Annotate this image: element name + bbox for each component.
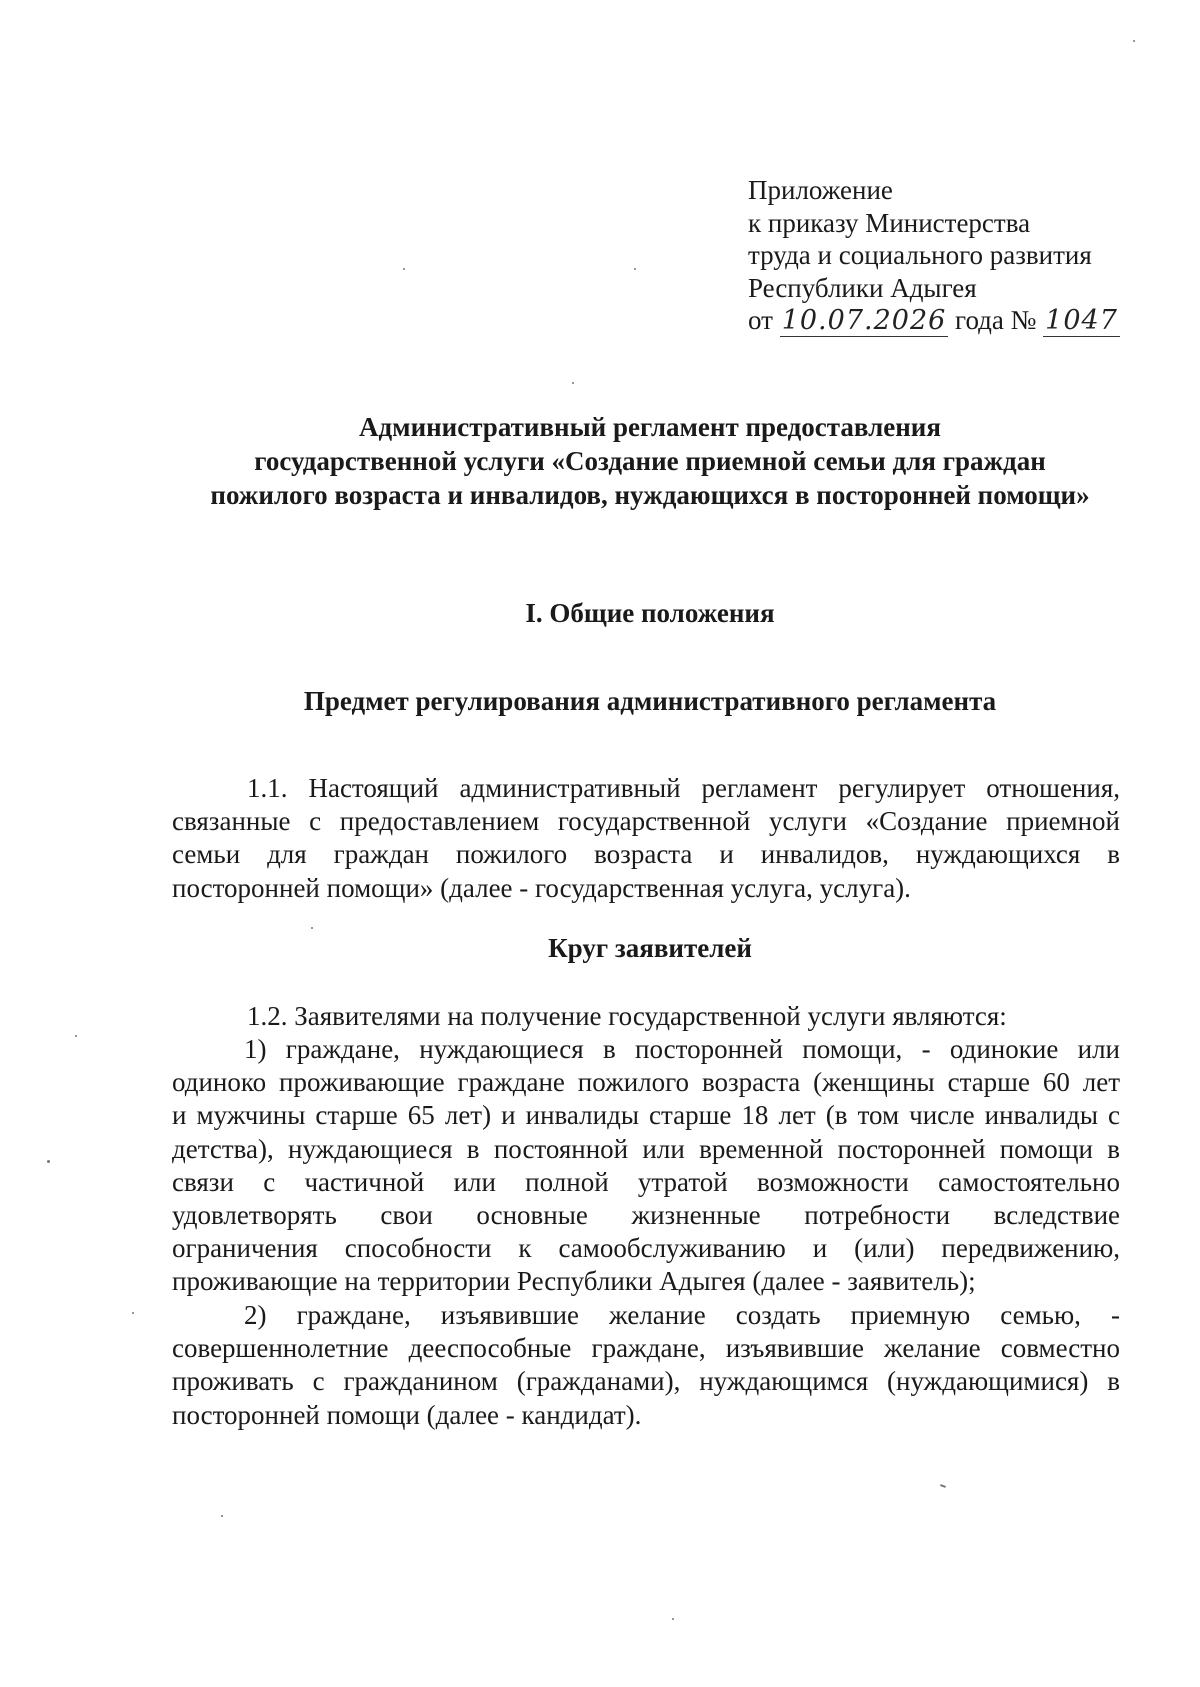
scan-speck	[132, 1312, 134, 1314]
subsection-heading-applicants: Круг заявителей	[548, 933, 752, 963]
handwritten-number: 1047	[1045, 305, 1118, 336]
paragraph-1-1	[172, 772, 1120, 905]
appendix-line-1: Приложение	[748, 175, 893, 205]
text-line: связанные с предоставлением государственной услуги «Создание приемной	[172, 806, 1120, 837]
text-line: одиноко проживающие граждане пожилого возраста (женщины старше 60 лет	[172, 1067, 1120, 1098]
scan-speck	[1133, 40, 1135, 42]
text-line: посторонней помощи (далее - кандидат).	[172, 1399, 642, 1430]
appendix-line-2: к приказу Министерства	[748, 207, 1031, 238]
appendix-date-line	[748, 304, 1120, 338]
appendix-line-4: Республики Адыгея	[748, 272, 977, 303]
scan-speck	[403, 268, 405, 270]
scan-speck	[47, 1160, 50, 1163]
text-line: совершеннолетние дееспособные граждане, изъявившие желание совместно	[172, 1333, 1120, 1364]
text-line: связи с частичной или полной утратой возможности самостоятельно	[172, 1166, 1120, 1197]
text-line: и мужчины старше 65 лет) и инвалиды старше 18 лет (в том числе инвалиды с	[172, 1100, 1120, 1131]
text-line: проживать с гражданином (гражданами), нуждающимся (нуждающимися) в	[172, 1366, 1120, 1397]
subsection-heading-subject: Предмет регулирования административного регламента	[303, 686, 997, 716]
date-suffix: года №	[955, 305, 1037, 335]
handwritten-date: 10.07.2026	[781, 305, 947, 336]
text-line: детства), нуждающиеся в постоянной или временной посторонней помощи в	[172, 1133, 1120, 1164]
scan-speck	[311, 927, 313, 929]
document-title	[150, 410, 1150, 512]
text-line: семьи для граждан пожилого возраста и инвалидов, нуждающихся в	[172, 839, 1120, 870]
text-line: удовлетворять свои основные жизненные потребности вследствие	[172, 1200, 1120, 1231]
paragraph-item-2	[172, 1299, 1120, 1432]
text-line: 1.1. Настоящий административный регламент регулирует отношения,	[247, 773, 1120, 803]
appendix-line-3: труда и социального развития	[748, 240, 1092, 270]
title-line-1: Административный регламент предоставления	[359, 412, 941, 442]
paragraph-item-1	[172, 1033, 1120, 1299]
text-line: 1.2. Заявителями на получение государственной услуги являются:	[247, 1001, 1007, 1031]
scan-speck	[221, 1515, 223, 1517]
scan-speck	[634, 268, 636, 270]
scan-speck	[940, 1484, 946, 1488]
text-line: ограничения способности к самообслуживанию и (или) передвижению,	[172, 1233, 1120, 1264]
date-prefix: от	[748, 305, 773, 335]
title-line-3: пожилого возраста и инвалидов, нуждающихся в посторонней помощи»	[210, 480, 1090, 510]
text-line: 2) граждане, изъявившие желание создать приемную семью, -	[244, 1300, 1120, 1330]
section-heading: I. Общие положения	[525, 598, 775, 628]
text-line: посторонней помощи» (далее - государственная услуга, услуга).	[172, 872, 911, 903]
scan-speck	[672, 1618, 674, 1620]
scan-speck	[75, 1035, 77, 1037]
title-line-2: государственной услуги «Создание приемной семьи для граждан	[254, 446, 1046, 476]
text-line: 1) граждане, нуждающиеся в посторонней помощи, - одинокие или	[244, 1034, 1120, 1064]
text-line: проживающие на территории Республики Адыгея (далее - заявитель);	[172, 1266, 976, 1297]
scan-speck	[572, 382, 574, 384]
appendix-block	[748, 174, 1120, 338]
paragraph-1-2	[172, 1000, 1120, 1033]
